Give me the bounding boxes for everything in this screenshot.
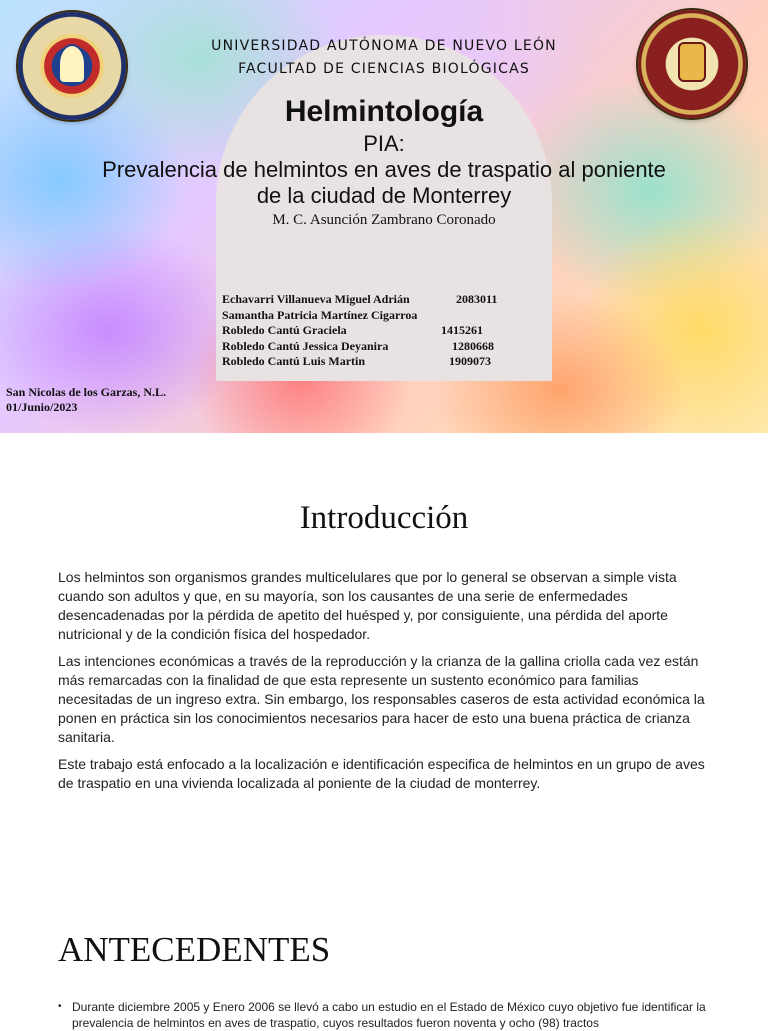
student-name: Echavarri Villanueva Miguel Adrián	[222, 292, 410, 306]
intro-heading: Introducción	[299, 500, 469, 536]
location: San Nicolas de los Garzas, N.L.	[6, 385, 167, 399]
student-list	[222, 292, 542, 370]
intro-paragraph: Los helmintos son organismos grandes multicelulares que por lo general se observan a simple vista cuando son adultos y que, en su mayoría, son los causantes de una serie de enfermedades desencadenadas por la pérdida de apetito del huésped y, por consiguiente, una pérdida del aporte nutricional y de la condición física del hospedador.	[58, 569, 677, 642]
intro-paragraph: Este trabajo está enfocado a la localización e identificación especifica de helmintos en un grupo de aves de traspatio en una vivienda localizada al poniente de la ciudad de monterrey.	[58, 756, 705, 791]
student-id: 2083011	[456, 292, 498, 306]
title-slide	[0, 0, 768, 433]
intro-paragraph: Las intenciones económicas a través de la reproducción y la crianza de la gallina criolla cada vez están más remarcadas con la finalidad de que esta represente un sustento económico para familias necesitadas de un ingreso extra. Sin embargo, los responsables caseros de esta actividad económica la ponen en práctica sin los conocimientos necesarios para hacer de esto una buena práctica de crianza sanitaria.	[58, 653, 705, 745]
student-name: Samantha Patricia Martínez Cigarroa	[222, 307, 418, 322]
intro-body	[58, 568, 714, 801]
student-id: 1280668	[452, 338, 494, 353]
antecedentes-list	[58, 999, 718, 1031]
course-title: Helmintología	[284, 95, 484, 128]
faculty-name: FACULTAD DE CIENCIAS BIOLÓGICAS	[238, 61, 530, 77]
student-row	[222, 323, 542, 339]
antecedentes-heading: ANTECEDENTES	[58, 930, 331, 969]
pia-label: PIA:	[363, 131, 405, 156]
student-id: 1909073	[449, 354, 491, 368]
student-row	[222, 354, 542, 370]
student-name: Robledo Cantú Jessica Deyanira	[222, 338, 389, 353]
university-name: UNIVERSIDAD AUTÓNOMA DE NUEVO LEÓN	[211, 38, 557, 54]
student-row	[222, 292, 542, 308]
date: 01/Junio/2023	[6, 400, 78, 414]
advisor-name: M. C. Asunción Zambrano Coronado	[272, 212, 496, 228]
project-subtitle: Prevalencia de helmintos en aves de traspatio al poniente de la ciudad de Monterrey	[102, 157, 666, 208]
student-id: 1415261	[441, 323, 483, 337]
student-row	[222, 339, 542, 355]
location-date	[6, 385, 166, 415]
list-item: • Durante diciembre 2005 y Enero 2006 se llevó a cabo un estudio en el Estado de México cuyo objetivo fue identificar la prevalencia de helmintos en aves de traspatio, cuyos resultados fueron noventa y ocho (98) tractos	[58, 999, 718, 1031]
student-row	[222, 308, 542, 324]
student-name: Robledo Cantú Graciela	[222, 323, 347, 337]
student-name: Robledo Cantú Luis Martin	[222, 354, 366, 368]
